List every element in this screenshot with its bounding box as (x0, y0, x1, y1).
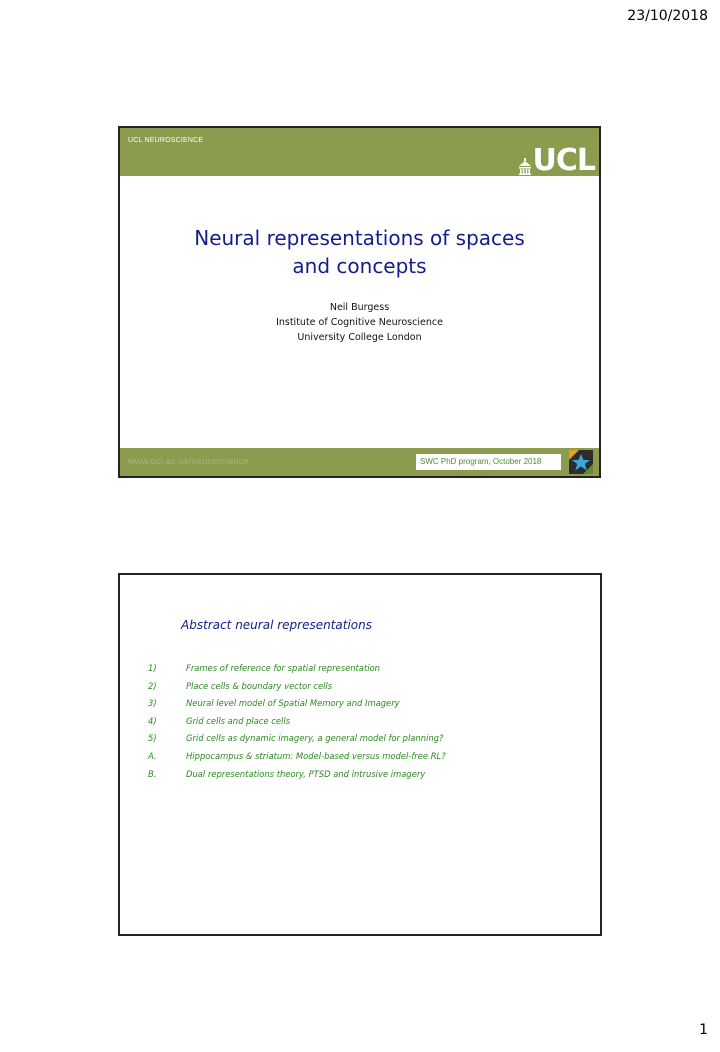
list-item (148, 678, 446, 696)
ucl-logo (519, 143, 596, 178)
author-university: University College London (297, 332, 422, 343)
swc-logo-icon (569, 450, 593, 474)
list-item-text: Hippocampus & striatum: Model-based versus model-free RL? (186, 750, 446, 761)
list-item-number: B. (148, 768, 157, 779)
list-item-text: Frames of reference for spatial representation (186, 663, 380, 673)
author-block (120, 300, 599, 345)
list-item-text: Dual representations theory, PTSD and intrusive imagery (186, 768, 426, 779)
ucl-logo-text: UCL (532, 143, 595, 178)
author-name: Neil Burgess (329, 302, 390, 313)
department-label: UCL NEUROSCIENCE (128, 137, 204, 144)
slide-title (120, 224, 599, 280)
list-item-number: 3) (148, 698, 157, 709)
title-line: and concepts (292, 254, 427, 278)
footer-url: www.ucl.ac.uk/neuroscience (128, 456, 249, 466)
list-item (148, 695, 446, 713)
outline-slide (118, 573, 602, 936)
list-item-text: Grid cells as dynamic imagery, a general model for planning? (186, 733, 444, 744)
list-item (148, 748, 446, 766)
page-date: 23/10/2018 (627, 8, 708, 24)
list-item-number: 4) (148, 715, 157, 726)
list-item-text: Grid cells and place cells (186, 715, 291, 726)
list-item-text: Neural level model of Spatial Memory and Imagery (186, 698, 400, 709)
list-item-number: 1) (148, 663, 157, 673)
slide-header-bar (120, 128, 599, 176)
list-item-number: 2) (148, 680, 157, 691)
list-item (148, 660, 446, 678)
list-item-number: A. (148, 750, 157, 761)
list-item-number: 5) (148, 733, 157, 744)
list-item (148, 730, 446, 748)
page-number: 1 (699, 1022, 708, 1038)
slide-footer-bar (120, 448, 599, 476)
author-institute: Institute of Cognitive Neuroscience (276, 317, 443, 328)
title-slide (118, 126, 601, 478)
title-line: Neural representations of spaces (194, 226, 525, 250)
list-item (148, 713, 446, 731)
portico-icon (519, 157, 531, 175)
footer-event-label: SWC PhD program, October 2018 (416, 454, 561, 470)
list-item (148, 766, 446, 784)
list-item-text: Place cells & boundary vector cells (186, 680, 333, 691)
outline-title: Abstract neural representations (181, 618, 373, 632)
outline-list (148, 660, 446, 783)
